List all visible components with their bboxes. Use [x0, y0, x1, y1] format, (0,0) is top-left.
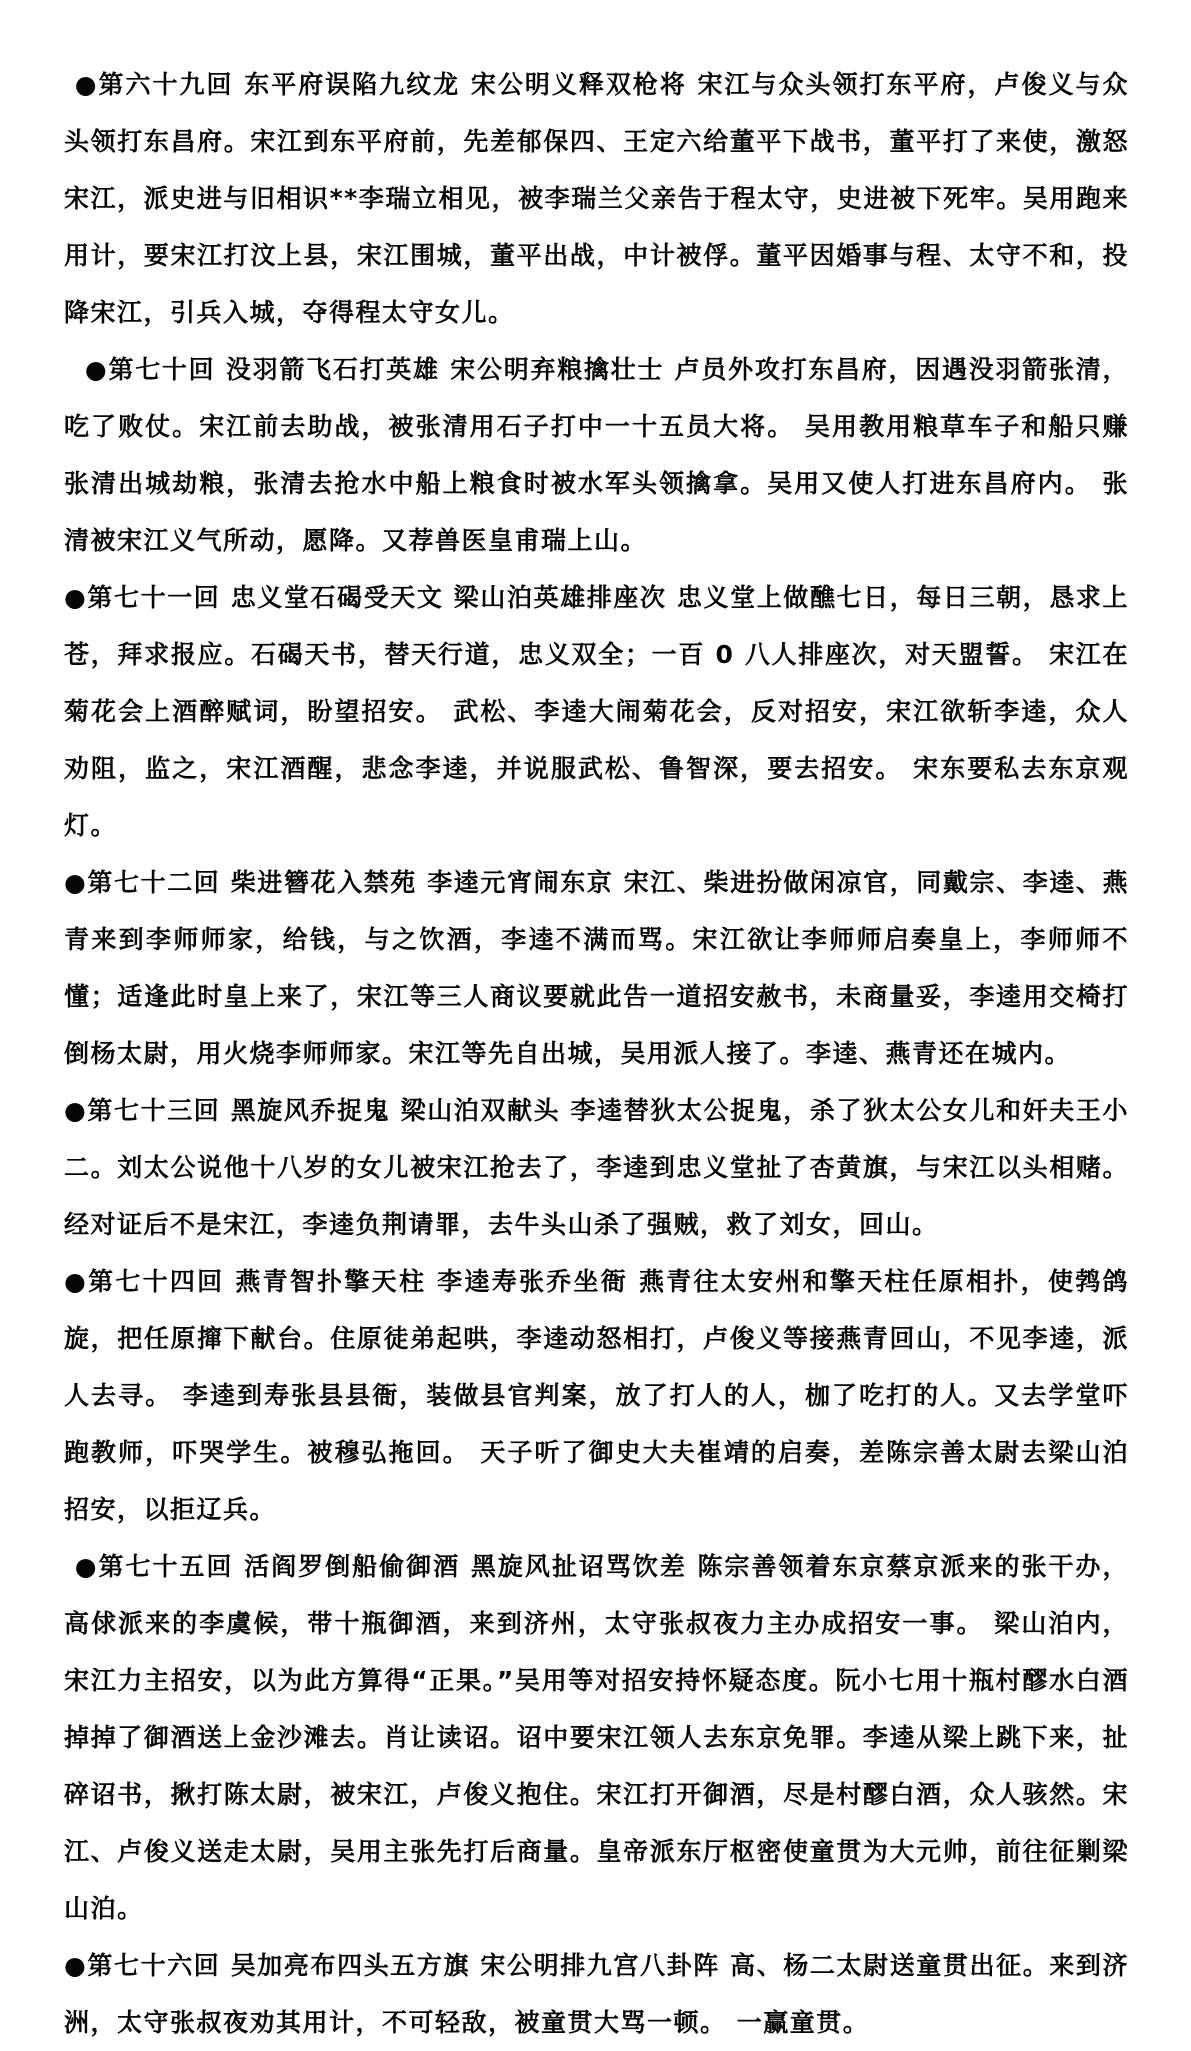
paragraph-chapter-71: ●第七十一回 忠义堂石碣受天文 梁山泊英雄排座次 忠义堂上做醮七日，每日三朝，恳求上苍，拜求报应。石碣天书，替天行道，忠义双全；一百 0 八人排座次，对天盟誓。 宋江在菊花会上酒醉赋词，盼望招安。 武松、李逵大闹菊花会，反对招安，宋江欲斩李逵，众人劝阻，监之，宋江酒醒，悲念李逵，并说服武松、鲁智深，要去招安。 宋东要私去东京观灯。 — [64, 583, 1129, 840]
paragraph-chapter-73: ●第七十三回 黑旋风乔捉鬼 梁山泊双献头 李逵替狄太公捉鬼，杀了狄太公女儿和奸夫王小二。刘太公说他十八岁的女儿被宋江抢去了，李逵到忠义堂扯了杏黄旗，与宋江以头相赌。经对证后不是宋江，李逵负荆请罪，去牛头山杀了强贼，救了刘女，回山。 — [64, 1096, 1129, 1239]
paragraph-chapter-75: ●第七十五回 活阎罗倒船偷御酒 黑旋风扯诏骂饮差 陈宗善领着东京蔡京派来的张干办，高俅派来的李虞候，带十瓶御酒，来到济州，太守张叔夜力主办成招安一事。 梁山泊内，宋江力主招安，以为此方算得“正果。”吴用等对招安持怀疑态度。阮小七用十瓶村醪水白酒掉掉了御酒送上金沙滩去。肖让读诏。诏中要宋江领人去东京免罪。李逵从梁上跳下来，扯碎诏书，揪打陈太尉，被宋江，卢俊义抱住。宋江打开御酒，尽是村醪白酒，众人骇然。宋江、卢俊义送走太尉，吴用主张先打后商量。皇帝派东厅枢密使童贯为大元帅，前往征剿梁山泊。 — [64, 1552, 1129, 1923]
paragraph-chapter-76: ●第七十六回 吴加亮布四头五方旗 宋公明排九宫八卦阵 高、杨二太尉送童贯出征。来到济洲，太守张叔夜劝其用计，不可轻敌，被童贯大骂一顿。 一赢童贯。 — [64, 1951, 1129, 2037]
paragraph-chapter-72: ●第七十二回 柴进簪花入禁苑 李逵元宵闹东京 宋江、柴进扮做闲凉官，同戴宗、李逵、燕青来到李师师家，给钱，与之饮酒，李逵不满而骂。宋江欲让李师师启奏皇上，李师师不懂；适逢此时皇上来了，宋江等三人商议要就此告一道招安赦书，未商量妥，李逵用交椅打倒杨太尉，用火烧李师师家。宋江等先自出城，吴用派人接了。李逵、燕青还在城内。 — [64, 868, 1129, 1068]
paragraph-chapter-70: ●第七十回 没羽箭飞石打英雄 宋公明弃粮擒壮士 卢员外攻打东昌府，因遇没羽箭张清，吃了败仗。宋江前去助战，被张清用石子打中一十五员大将。 吴用教用粮草车子和船只赚张清出城劫粮，张清去抢水中船上粮食时被水军头领擒拿。吴用又使人打进东昌府内。 张清被宋江义气所动，愿降。又荐兽医皇甫瑞上山。 — [64, 355, 1129, 555]
paragraph-chapter-74: ●第七十四回 燕青智扑擎天柱 李逵寿张乔坐衙 燕青往太安州和擎天柱任原相扑，使鹁鸽旋，把任原撺下献台。住原徒弟起哄，李逵动怒相打，卢俊义等接燕青回山，不见李逵，派人去寻。 李逵到寿张县县衙，装做县官判案，放了打人的人，枷了吃打的人。又去学堂吓跑教师，吓哭学生。被穆弘拖回。 天子听了御史大夫崔靖的启奏，差陈宗善太尉去梁山泊招安，以拒辽兵。 — [64, 1267, 1129, 1524]
paragraph-chapter-69: ●第六十九回 东平府误陷九纹龙 宋公明义释双枪将 宋江与众头领打东平府，卢俊义与众头领打东昌府。宋江到东平府前，先差郁保四、王定六给董平下战书，董平打了来使，激怒宋江，派史进与旧相识**李瑞立相见，被李瑞兰父亲告于程太守，史进被下死牢。吴用跑来用计，要宋江打汶上县，宋江围城，董平出战，中计被俘。董平因婚事与程、太守不和，投降宋江，引兵入城，夺得程太守女儿。 — [64, 70, 1129, 327]
